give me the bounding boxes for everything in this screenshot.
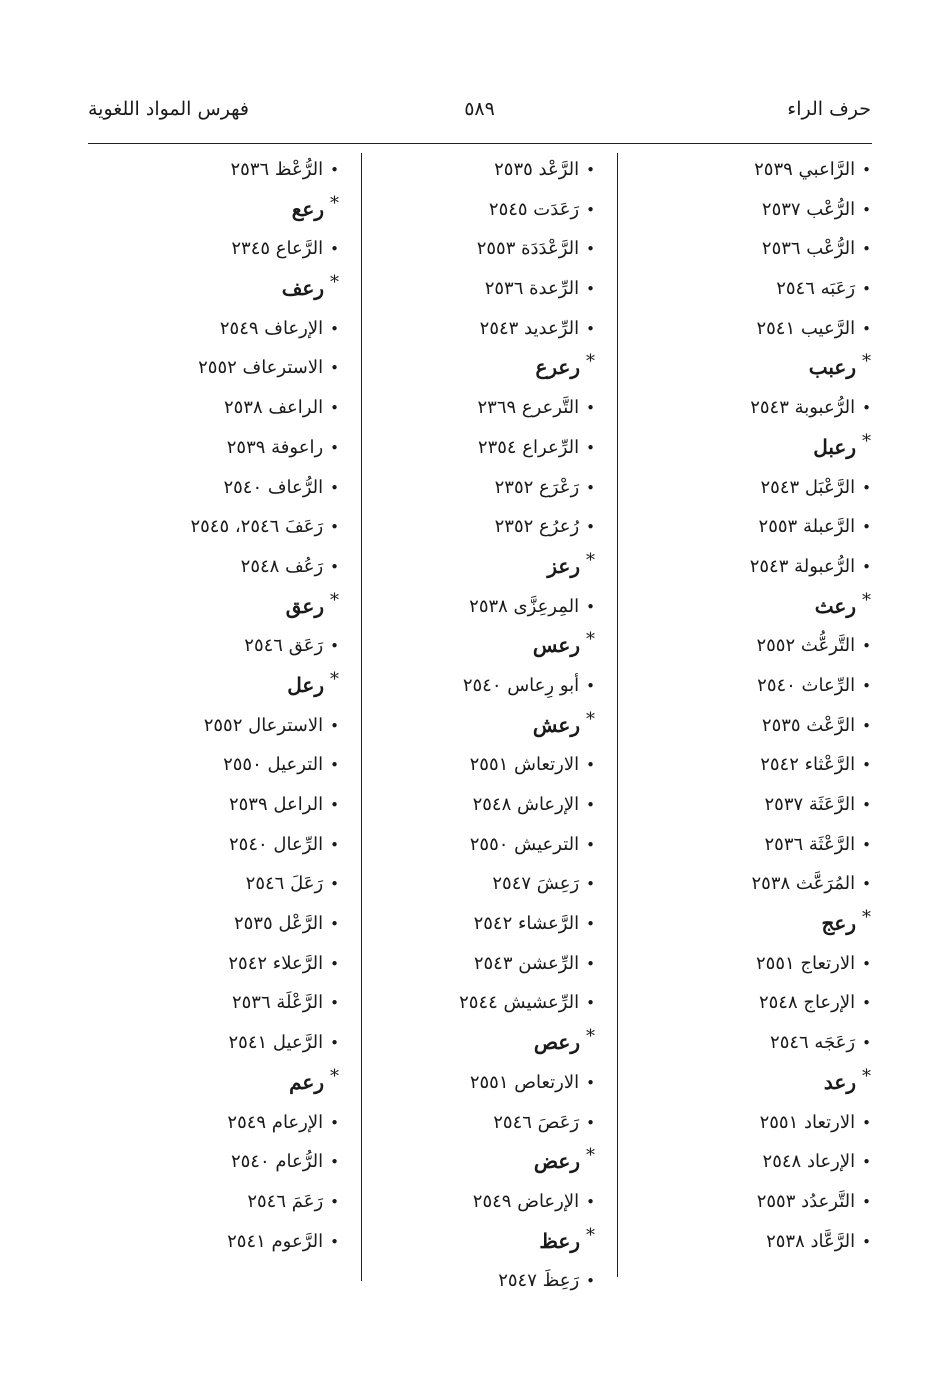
root-heading: * رعد xyxy=(621,1063,871,1103)
column-divider-right xyxy=(617,153,618,1277)
root-heading: * رعظ xyxy=(350,1222,595,1262)
index-entry: • رَعِظَ ٢٥٤٧ xyxy=(350,1261,595,1301)
root-heading: * رعث xyxy=(621,587,871,627)
index-entry: • التَّرعدُد ٢٥٥٣ xyxy=(621,1182,871,1222)
index-entry: • الارتعاد ٢٥٥١ xyxy=(621,1103,871,1143)
index-entry: • رَعَلَ ٢٥٤٦ xyxy=(74,864,339,904)
index-entry: • الارتعاش ٢٥٥١ xyxy=(350,745,595,785)
index-entry: • رَعَبَه ٢٥٤٦ xyxy=(621,269,871,309)
index-entry: • الترعيل ٢٥٥٠ xyxy=(74,745,339,785)
index-entry: • الرَّعْد ٢٥٣٥ xyxy=(350,150,595,190)
index-entry: • الارتعاج ٢٥٥١ xyxy=(621,944,871,984)
running-title-right: حرف الراء xyxy=(787,98,871,120)
root-heading: * رعز xyxy=(350,547,595,587)
index-entry: • الرَّعْث ٢٥٣٥ xyxy=(621,706,871,746)
index-entry: • رَعَصَ ٢٥٤٦ xyxy=(350,1103,595,1143)
index-entry: • الرُّعبولة ٢٥٤٣ xyxy=(621,547,871,587)
index-entry: • الإرعاض ٢٥٤٩ xyxy=(350,1182,595,1222)
index-entry: • الرَّعْثَة ٢٥٣٦ xyxy=(621,825,871,865)
index-entry: • الرَّعاع ٢٣٤٥ xyxy=(74,229,339,269)
page-header xyxy=(88,98,871,128)
index-entry: • الاسترعال ٢٥٥٢ xyxy=(74,706,339,746)
root-heading: * رعق xyxy=(74,587,339,627)
index-entry: • الرِّعال ٢٥٤٠ xyxy=(74,825,339,865)
index-entry: • المِرعِزَّى ٢٥٣٨ xyxy=(350,587,595,627)
index-entry: • المُرَعَّث ٢٥٣٨ xyxy=(621,864,871,904)
index-entry: • رَعَمَ ٢٥٤٦ xyxy=(74,1182,339,1222)
index-entry: • الرَّعْبَل ٢٥٤٣ xyxy=(621,468,871,508)
index-entry: • التَّرعرع ٢٣٦٩ xyxy=(350,388,595,428)
root-heading: * رعل xyxy=(74,666,339,706)
index-entry: • الرُّعام ٢٥٤٠ xyxy=(74,1142,339,1182)
root-heading: * رعص xyxy=(350,1023,595,1063)
index-entry: • الراعل ٢٥٣٩ xyxy=(74,785,339,825)
index-entry: • الراعف ٢٥٣٨ xyxy=(74,388,339,428)
index-entry: • الرَّعَثَة ٢٥٣٧ xyxy=(621,785,871,825)
index-entry: • أبو رِعاس ٢٥٤٠ xyxy=(350,666,595,706)
index-entry: • رَعْرَع ٢٣٥٢ xyxy=(350,468,595,508)
index-entry: • الرَّعشاء ٢٥٤٢ xyxy=(350,904,595,944)
index-entry: • رَعِشَ ٢٥٤٧ xyxy=(350,864,595,904)
index-entry: • رَعَق ٢٥٤٦ xyxy=(74,626,339,666)
root-heading: * رعس xyxy=(350,626,595,666)
root-heading: * رعبب xyxy=(621,348,871,388)
index-entry: • الرُّعْب ٢٥٣٧ xyxy=(621,190,871,230)
running-title-left: فهرس المواد اللغوية xyxy=(88,98,250,120)
index-entry: • الاسترعاف ٢٥٥٢ xyxy=(74,348,339,388)
root-heading: * رعرع xyxy=(350,348,595,388)
index-entry: • الرِّعشيش ٢٥٤٤ xyxy=(350,983,595,1023)
index-entry: • الرَّاعبي ٢٥٣٩ xyxy=(621,150,871,190)
root-heading: * رعف xyxy=(74,269,339,309)
index-entry: • الإرعاد ٢٥٤٨ xyxy=(621,1142,871,1182)
index-entry: • رَعَجَه ٢٥٤٦ xyxy=(621,1023,871,1063)
root-heading: * رعبل xyxy=(621,428,871,468)
root-heading: * رعم xyxy=(74,1063,339,1103)
index-entry: • الإرعاف ٢٥٤٩ xyxy=(74,309,339,349)
index-entry: • التَّرعُّث ٢٥٥٢ xyxy=(621,626,871,666)
index-entry: • الرُّعاف ٢٥٤٠ xyxy=(74,468,339,508)
index-column-middle xyxy=(350,150,595,1301)
index-entry: • رَعَفَ ٢٥٤٦، ٢٥٤٥ xyxy=(74,507,339,547)
index-entry: • الرِّعديد ٢٥٤٣ xyxy=(350,309,595,349)
index-entry: • الترعيش ٢٥٥٠ xyxy=(350,825,595,865)
index-entry: • الرَّعوم ٢٥٤١ xyxy=(74,1222,339,1262)
index-entry: • الرِّعشن ٢٥٤٣ xyxy=(350,944,595,984)
header-rule xyxy=(88,143,872,144)
index-entry: • الرِّعاث ٢٥٤٠ xyxy=(621,666,871,706)
index-entry: • الرَّعْل ٢٥٣٥ xyxy=(74,904,339,944)
index-entry: • الرَّعيل ٢٥٤١ xyxy=(74,1023,339,1063)
index-entry: • الرِّعدة ٢٥٣٦ xyxy=(350,269,595,309)
index-entry: • رُعرُع ٢٣٥٢ xyxy=(350,507,595,547)
root-heading: * رعض xyxy=(350,1142,595,1182)
index-entry: • الرُّعْظ ٢٥٣٦ xyxy=(74,150,339,190)
index-entry: • راعوفة ٢٥٣٩ xyxy=(74,428,339,468)
index-entry: • الرَّعيب ٢٥٤١ xyxy=(621,309,871,349)
root-heading: * رعع xyxy=(74,190,339,230)
root-heading: * رعج xyxy=(621,904,871,944)
index-entry: • الرُّعْب ٢٥٣٦ xyxy=(621,229,871,269)
index-entry: • الرَّعْدَدَة ٢٥٥٣ xyxy=(350,229,595,269)
index-entry: • رَعُف ٢٥٤٨ xyxy=(74,547,339,587)
index-entry: • الرَّعبلة ٢٥٥٣ xyxy=(621,507,871,547)
index-entry: • الرَّعلاء ٢٥٤٢ xyxy=(74,944,339,984)
index-entry: • الرَّعَّاد ٢٥٣٨ xyxy=(621,1222,871,1262)
index-entry: • رَعَدَت ٢٥٤٥ xyxy=(350,190,595,230)
page-number: ٥٨٩ xyxy=(464,98,495,120)
index-column-right xyxy=(621,150,871,1261)
index-column-left xyxy=(74,150,339,1261)
index-entry: • الإرعاش ٢٥٤٨ xyxy=(350,785,595,825)
index-entry: • الرَّعْثاء ٢٥٤٢ xyxy=(621,745,871,785)
index-entry: • الإرعاج ٢٥٤٨ xyxy=(621,983,871,1023)
index-entry: • الإرعام ٢٥٤٩ xyxy=(74,1103,339,1143)
root-heading: * رعش xyxy=(350,706,595,746)
index-entry: • الرِّعراع ٢٣٥٤ xyxy=(350,428,595,468)
index-entry: • الرُّعبوبة ٢٥٤٣ xyxy=(621,388,871,428)
index-entry: • الرَّعْلَة ٢٥٣٦ xyxy=(74,983,339,1023)
index-entry: • الارتعاص ٢٥٥١ xyxy=(350,1063,595,1103)
